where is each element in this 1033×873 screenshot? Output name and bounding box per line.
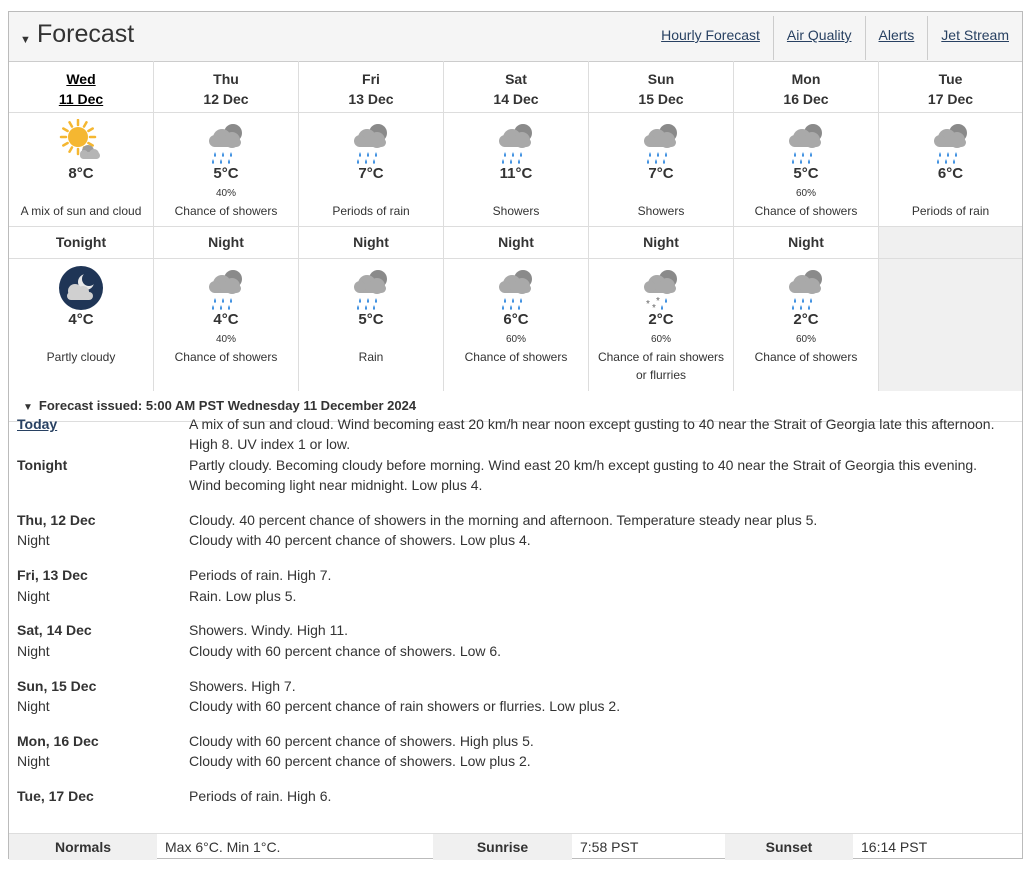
detail-text: Showers. Windy. High 11.: [189, 622, 348, 638]
day-forecast-row: [9, 113, 1022, 227]
normals-label: Normals: [9, 834, 157, 860]
alerts-link[interactable]: Alerts: [865, 16, 928, 60]
day-date: 17 Dec: [927, 91, 974, 107]
day-date: 13 Dec: [348, 91, 394, 107]
detail-text: Cloudy with 60 percent chance of rain showers or flurries. Low plus 2.: [189, 698, 621, 714]
day-summary: Chance of showers: [754, 204, 858, 218]
detail-label: Tue, 17 Dec: [17, 788, 94, 804]
rain-snow-icon: [638, 265, 684, 311]
night-temp: 2°C: [793, 311, 819, 328]
day-summary: Periods of rain: [911, 204, 990, 218]
svg-text:*: *: [652, 303, 656, 311]
day-header-thu: [154, 61, 299, 113]
detail-text: Rain. Low plus 5.: [189, 588, 297, 604]
sunrise-value: 7:58 PST: [580, 839, 639, 855]
night-temp: 6°C: [503, 311, 529, 328]
detail-label: Night: [17, 588, 50, 604]
day-forecast-mon: [734, 113, 879, 227]
day-temp: 6°C: [937, 165, 964, 182]
day-date: 16 Dec: [783, 91, 829, 107]
day-summary: Showers: [492, 204, 540, 218]
detail-label: Mon, 16 Dec: [17, 733, 99, 749]
day-forecast-fri: [299, 113, 444, 227]
day-name: Sun: [647, 71, 675, 87]
night-pop: 40%: [215, 334, 236, 345]
day-headers-row: [9, 61, 1022, 113]
day-name: Thu: [213, 71, 239, 87]
showers-icon: [203, 119, 249, 165]
rain-icon: [348, 265, 394, 311]
day-forecast-sun: [589, 113, 734, 227]
night-pop: 60%: [505, 334, 526, 345]
day-forecast-thu: [154, 113, 299, 227]
detail-text: Cloudy with 60 percent chance of showers. Low 6.: [189, 643, 502, 659]
rain-icon: [348, 119, 394, 165]
night-summary: Chance of showers: [754, 350, 858, 364]
day-forecast-sat: [444, 113, 589, 227]
empty-night-header: [879, 227, 1022, 259]
header-links: [648, 16, 1022, 60]
jet-stream-link[interactable]: Jet Stream: [927, 16, 1022, 60]
showers-icon: [783, 265, 829, 311]
detail-text: Cloudy with 60 percent chance of showers. Low plus 2.: [189, 753, 531, 769]
normals-value: Max 6°C. Min 1°C.: [165, 839, 281, 855]
night-summary: Partly cloudy: [46, 350, 116, 364]
day-temp: 7°C: [648, 165, 674, 182]
hourly-forecast-link[interactable]: Hourly Forecast: [661, 27, 760, 43]
detail-label: Thu, 12 Dec: [17, 512, 96, 528]
partly-cloudy-night-icon: [58, 265, 104, 311]
day-header-fri: [299, 61, 444, 113]
forecast-header: [9, 12, 1022, 62]
night-temp: 4°C: [68, 311, 94, 328]
rain-icon: [928, 119, 974, 165]
day-header-wed[interactable]: [9, 61, 154, 113]
day-summary: Showers: [637, 204, 685, 218]
night-temp: 5°C: [358, 311, 384, 328]
detail-text: Partly cloudy. Becoming cloudy before morning. Wind east 20 km/h except gusting to 40 near the Strait of Georgia this evening. Wind becoming light near midnight. Low plus 4.: [189, 457, 978, 493]
day-temp: 8°C: [68, 165, 94, 182]
day-forecast-tue: [879, 113, 1022, 227]
night-summary: Rain: [358, 350, 384, 364]
day-date: 11 Dec: [58, 91, 104, 107]
detail-text: Cloudy with 60 percent chance of showers. High plus 5.: [189, 733, 534, 749]
day-forecast-wed: [9, 113, 154, 227]
day-temp: 5°C: [213, 165, 239, 182]
day-temp: 11°C: [499, 165, 533, 182]
normals-footer: [9, 833, 1022, 860]
night-header: Tonight: [9, 227, 154, 259]
detail-label: Night: [17, 643, 50, 659]
sunset-label: Sunset: [725, 834, 853, 860]
showers-icon: [493, 265, 539, 311]
night-summary: Chance of showers: [174, 350, 278, 364]
day-pop: 40%: [215, 188, 236, 199]
day-name: Mon: [791, 71, 821, 87]
svg-text:*: *: [656, 296, 660, 307]
sunset-value: 16:14 PST: [861, 839, 928, 855]
night-header: Night: [589, 227, 734, 259]
showers-icon: [638, 119, 684, 165]
day-header-sat: [444, 61, 589, 113]
day-header-sun: [589, 61, 734, 113]
detail-text: A mix of sun and cloud. Wind becoming east 20 km/h near noon except gusting to 40 near the Strait of Georgia late this afternoon. High 8. UV index 1 or low.: [189, 416, 995, 452]
day-pop: 60%: [795, 188, 816, 199]
night-pop: 60%: [650, 334, 671, 345]
sun-cloud-icon: [58, 119, 104, 165]
detail-text: Periods of rain. High 7.: [189, 567, 332, 583]
detail-text: Cloudy. 40 percent chance of showers in the morning and afternoon. Temperature steady near plus 5.: [189, 512, 818, 528]
night-header: Night: [154, 227, 299, 259]
night-header: Night: [444, 227, 589, 259]
forecast-grid: [9, 61, 1022, 421]
forecast-panel: [8, 11, 1023, 859]
night-header: Night: [734, 227, 879, 259]
showers-icon: [783, 119, 829, 165]
night-header: Night: [299, 227, 444, 259]
night-temp: 2°C: [648, 311, 674, 328]
sunrise-label: Sunrise: [433, 834, 572, 860]
day-date: 12 Dec: [203, 91, 249, 107]
night-headers-row: [9, 227, 1022, 259]
night-summary: Chance of showers: [464, 350, 568, 364]
detail-text: Showers. High 7.: [189, 678, 296, 694]
day-header-mon: [734, 61, 879, 113]
day-name: Sat: [505, 71, 527, 87]
day-name: Wed: [66, 71, 96, 87]
detail-label: Night: [17, 698, 50, 714]
today-link[interactable]: Today: [17, 416, 58, 432]
night-summary: Chance of rain showers or flurries: [597, 350, 725, 382]
showers-icon: [203, 265, 249, 311]
detail-label: Tonight: [17, 457, 68, 473]
day-temp: 7°C: [358, 165, 384, 182]
page-title: Forecast: [37, 20, 135, 48]
night-pop: 60%: [795, 334, 816, 345]
detail-label: Sat, 14 Dec: [17, 622, 92, 638]
day-summary: A mix of sun and cloud: [20, 204, 142, 218]
detail-label: Sun, 15 Dec: [17, 678, 97, 694]
air-quality-link[interactable]: Air Quality: [773, 16, 865, 60]
detail-label: Night: [17, 532, 50, 548]
day-date: 14 Dec: [493, 91, 539, 107]
svg-text:*: *: [646, 299, 650, 310]
night-temp: 4°C: [213, 311, 239, 328]
day-summary: Periods of rain: [332, 204, 410, 218]
showers-icon: [493, 119, 539, 165]
day-header-tue: [879, 61, 1022, 113]
detail-label: Fri, 13 Dec: [17, 567, 88, 583]
collapse-triangle-icon: ▼: [23, 402, 33, 413]
day-summary: Chance of showers: [174, 204, 278, 218]
detail-label: Night: [17, 753, 50, 769]
detailed-forecast: [9, 391, 1022, 804]
collapse-caret-icon[interactable]: ▼: [20, 34, 31, 46]
forecast-issued[interactable]: ▼ Forecast issued: 5:00 AM PST Wednesday 11 December 2024: [9, 391, 1022, 422]
day-temp: 5°C: [793, 165, 819, 182]
day-name: Fri: [362, 71, 380, 87]
day-name: Tue: [938, 71, 963, 87]
detail-text: Cloudy with 40 percent chance of showers. Low plus 4.: [189, 532, 531, 548]
detail-text: Periods of rain. High 6.: [189, 788, 332, 804]
day-date: 15 Dec: [638, 91, 684, 107]
